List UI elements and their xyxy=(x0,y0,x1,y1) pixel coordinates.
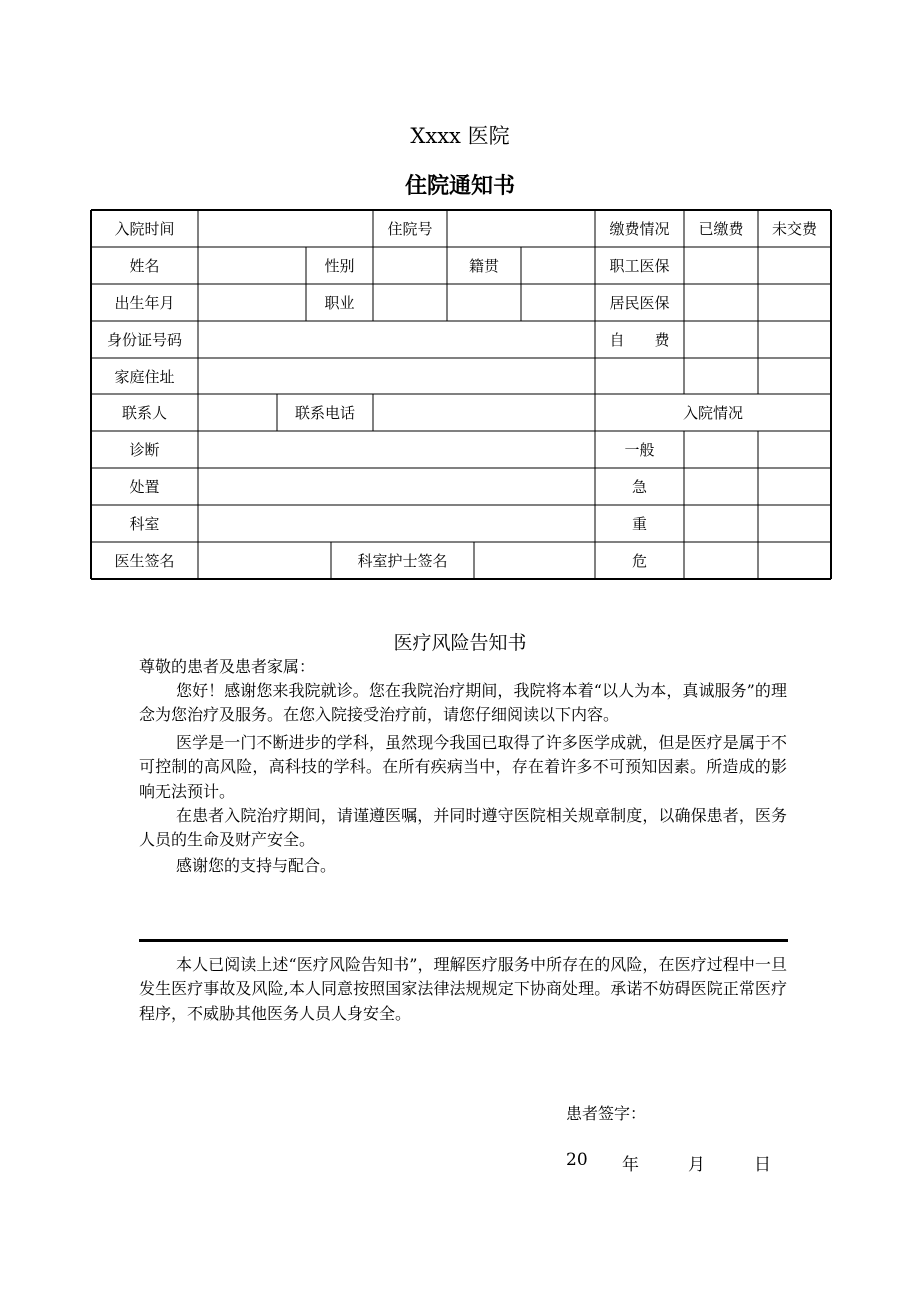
signature-date xyxy=(566,1150,771,1175)
label-condition-serious: 重 xyxy=(631,515,647,533)
hospital-name: Xxxx 医院 xyxy=(410,124,510,148)
label-department: 科室 xyxy=(129,515,160,533)
label-self-pay: 自 费 xyxy=(609,331,670,349)
label-native-place: 籍贯 xyxy=(468,257,499,275)
condition-critical-note[interactable] xyxy=(758,542,831,579)
date-day-label: 日 xyxy=(754,1155,771,1175)
contact-person-field[interactable] xyxy=(198,394,277,431)
condition-general-note[interactable] xyxy=(758,431,831,468)
label-birth-date: 出生年月 xyxy=(114,294,175,312)
condition-serious-note[interactable] xyxy=(758,505,831,542)
condition-general-check[interactable] xyxy=(684,431,758,468)
label-name: 姓名 xyxy=(129,257,160,275)
date-month-label: 月 xyxy=(688,1155,705,1175)
risk-notice-paragraph-1: 您好！感谢您来我院就诊。您在我院治疗期间，我院将本着“以人为本，真诚服务”的理念为您治疗及服务。在您入院接受治疗前，请您仔细阅读以下内容。 xyxy=(139,681,787,725)
label-treatment: 处置 xyxy=(129,478,160,496)
hospital-number-field[interactable] xyxy=(447,210,595,247)
employee-insurance-unpaid-field[interactable] xyxy=(758,247,831,284)
condition-serious-check[interactable] xyxy=(684,505,758,542)
label-condition-general: 一般 xyxy=(624,441,655,459)
nurse-signature-field[interactable] xyxy=(474,542,595,579)
resident-insurance-paid-field[interactable] xyxy=(684,284,758,321)
self-pay-unpaid-field[interactable] xyxy=(758,321,831,358)
notice-title: 住院通知书 xyxy=(404,174,515,199)
label-condition-urgent: 急 xyxy=(631,478,647,496)
risk-notice-paragraph-2: 医学是一门不断进步的学科，虽然现今我国已取得了许多医学成就，但是医疗是属于不可控制的高风险，高科技的学科。在所有疾病当中，存在着许多不可预知因素。所造成的影响无法预计。 xyxy=(139,733,787,801)
resident-insurance-unpaid-field[interactable] xyxy=(758,284,831,321)
label-doctor-signature: 医生签名 xyxy=(114,552,175,570)
label-diagnosis: 诊断 xyxy=(129,441,160,459)
label-paid: 已缴费 xyxy=(698,220,744,238)
diagnosis-field[interactable] xyxy=(198,431,595,468)
native-place-field[interactable] xyxy=(521,247,595,284)
label-resident-insurance: 居民医保 xyxy=(609,294,670,312)
condition-urgent-note[interactable] xyxy=(758,468,831,505)
label-id-number: 身份证号码 xyxy=(106,331,182,349)
department-field[interactable] xyxy=(198,505,595,542)
risk-notice-salutation: 尊敬的患者及患者家属： xyxy=(139,657,316,676)
name-field[interactable] xyxy=(198,247,306,284)
risk-notice-title: 医疗风险告知书 xyxy=(393,632,527,654)
contact-phone-field[interactable] xyxy=(373,394,595,431)
label-contact-phone: 联系电话 xyxy=(294,404,355,422)
label-contact-person: 联系人 xyxy=(121,404,167,422)
label-hospital-number: 住院号 xyxy=(387,220,433,238)
label-employee-insurance: 职工医保 xyxy=(609,257,670,275)
treatment-field[interactable] xyxy=(198,468,595,505)
label-admission-condition: 入院情况 xyxy=(682,404,743,422)
date-year-prefix: 20 xyxy=(566,1150,588,1170)
gender-field[interactable] xyxy=(373,247,447,284)
date-year-label: 年 xyxy=(622,1155,639,1175)
acknowledgement-text: 本人已阅读上述“医疗风险告知书”，理解医疗服务中所存在的风险，在医疗过程中一旦发生医疗事故及风险,本人同意按照国家法律法规规定下协商处理。承诺不妨碍医院正常医疗程序，不威胁其他医务人员人身安全。 xyxy=(139,955,787,1023)
condition-critical-check[interactable] xyxy=(684,542,758,579)
label-admission-time: 入院时间 xyxy=(114,220,175,238)
condition-urgent-check[interactable] xyxy=(684,468,758,505)
divider xyxy=(139,939,788,942)
risk-notice-paragraph-3: 在患者入院治疗期间，请谨遵医嘱，并同时遵守医院相关规章制度，以确保患者，医务人员的生命及财产安全。 xyxy=(139,806,787,850)
id-number-field[interactable] xyxy=(198,321,595,358)
label-payment-status: 缴费情况 xyxy=(609,220,670,238)
occupation-field[interactable] xyxy=(373,284,447,321)
label-unpaid: 未交费 xyxy=(771,220,817,238)
label-nurse-signature: 科室护士签名 xyxy=(357,552,448,570)
birth-date-field[interactable] xyxy=(198,284,306,321)
risk-notice-paragraph-4: 感谢您的支持与配合。 xyxy=(176,856,337,875)
admission-time-field[interactable] xyxy=(198,210,373,247)
label-home-address: 家庭住址 xyxy=(114,367,175,386)
label-occupation: 职业 xyxy=(324,294,355,312)
doctor-signature-field[interactable] xyxy=(198,542,331,579)
employee-insurance-paid-field[interactable] xyxy=(684,247,758,284)
label-gender: 性别 xyxy=(324,257,355,275)
patient-signature-label: 患者签字： xyxy=(566,1104,647,1123)
label-condition-critical: 危 xyxy=(631,552,647,570)
self-pay-paid-field[interactable] xyxy=(684,321,758,358)
home-address-field[interactable] xyxy=(198,358,595,394)
